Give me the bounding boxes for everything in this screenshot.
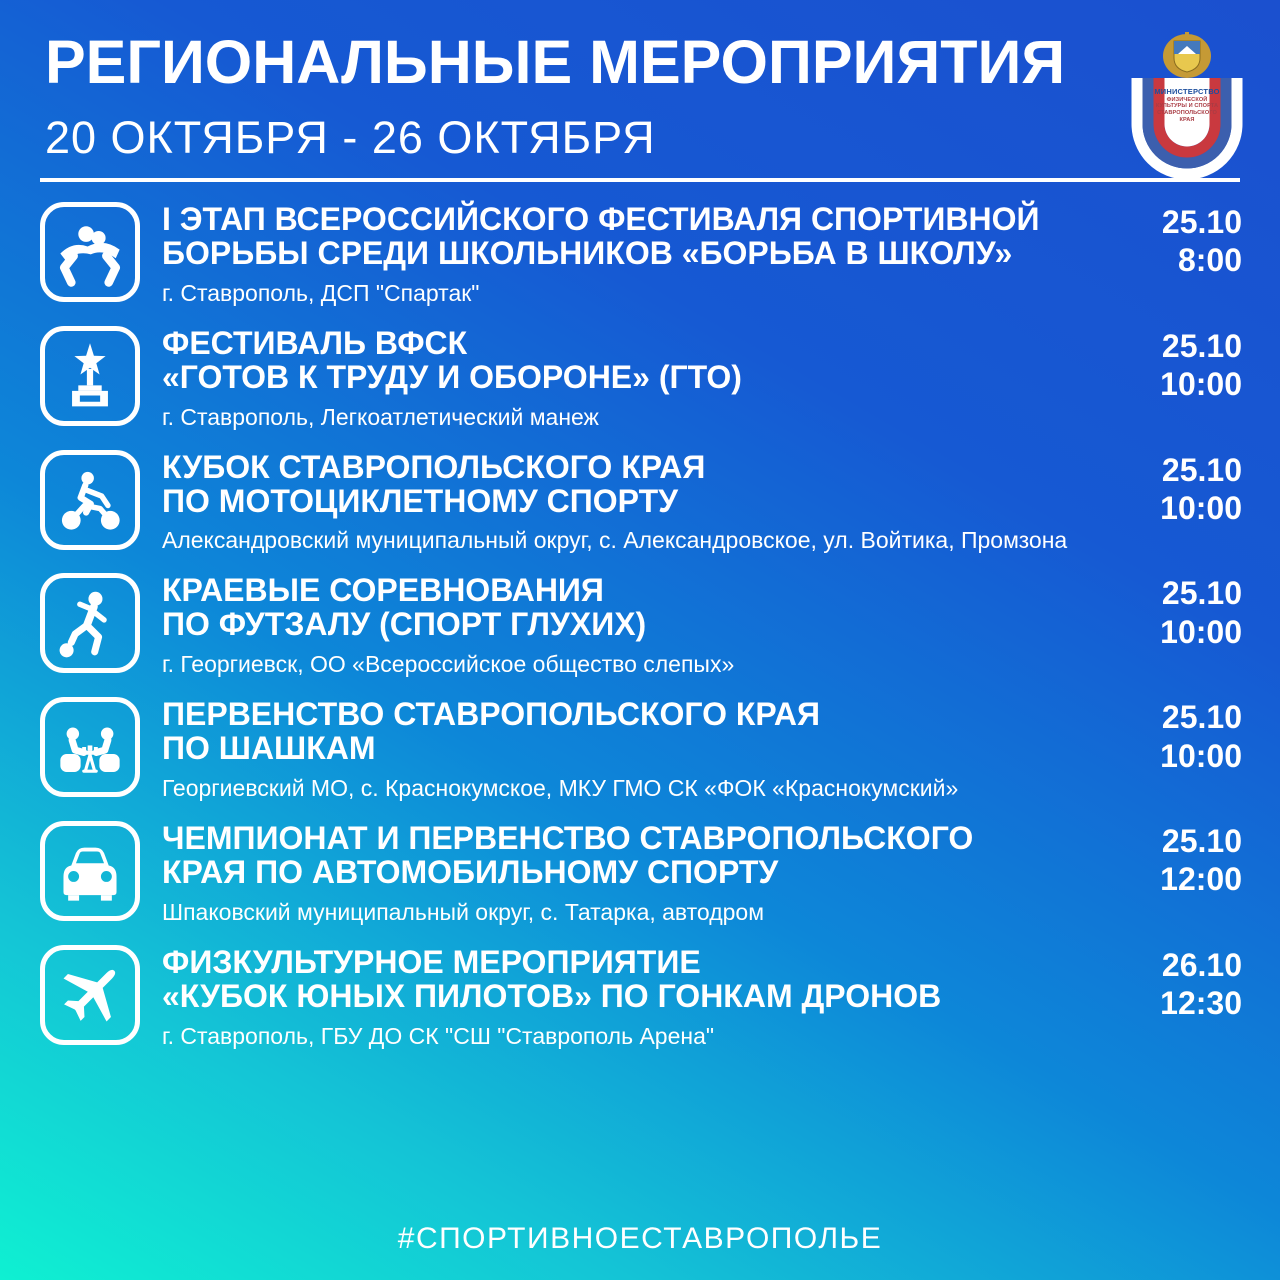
- event-location: г. Ставрополь, ДСП "Спартак": [162, 279, 480, 306]
- event-time: 12:30: [1160, 985, 1242, 1022]
- event-location: Александровский муниципальный округ, с. Александровское, ул. Войтика, Промзона: [162, 527, 1068, 554]
- event-time: 10:00: [1160, 366, 1242, 403]
- events-list: [0, 182, 1280, 1050]
- coat-of-arms-icon: [1163, 32, 1211, 78]
- event-title: КУБОК СТАВРОПОЛЬСКОГО КРАЯ ПО МОТОЦИКЛЕТНОМУ СПОРТУ: [162, 448, 706, 519]
- event-time: 10:00: [1160, 490, 1242, 527]
- motocross-icon: [40, 450, 140, 550]
- event-time: 10:00: [1160, 737, 1242, 774]
- ministry-name-line: СТАВРОПОЛЬСКОГО: [1157, 110, 1217, 117]
- event-location: г. Георгиевск, ОО «Всероссийское общество слепых»: [162, 651, 735, 678]
- hashtag: #СПОРТИВНОЕСТАВРОПОЛЬЕ: [397, 1222, 883, 1255]
- checkers-players-icon: [40, 697, 140, 797]
- event-date: 25.10: [1161, 699, 1242, 736]
- ministry-name-line: КРАЯ: [1179, 116, 1195, 123]
- event-title: КРАЕВЫЕ СОРЕВНОВАНИЯ ПО ФУТЗАЛУ (СПОРТ ГЛУХИХ): [162, 572, 647, 643]
- event-time: 10:00: [1160, 613, 1242, 650]
- wrestling-icon: [40, 202, 140, 302]
- event-title: ЧЕМПИОНАТ И ПЕРВЕНСТВО СТАВРОПОЛЬСКОГО КРАЯ ПО АВТОМОБИЛЬНОМУ СПОРТУ: [162, 820, 974, 890]
- event-row: [40, 202, 1242, 307]
- ministry-name-line: КУЛЬТУРЫ И СПОРТА: [1155, 103, 1219, 110]
- event-title: ПЕРВЕНСТВО СТАВРОПОЛЬСКОГО КРАЯ ПО ШАШКАМ: [162, 696, 821, 767]
- event-date: 25.10: [1161, 451, 1242, 488]
- event-location: Георгиевский МО, с. Краснокумское, МКУ ГМО СК «ФОК «Краснокумский»: [162, 775, 959, 802]
- ministry-name-line: МИНИСТЕРСТВО: [1154, 87, 1220, 96]
- trophy-star-icon: [40, 326, 140, 426]
- event-title: ФЕСТИВАЛЬ ВФСК «ГОТОВ К ТРУДУ И ОБОРОНЕ» (ГТО): [162, 324, 742, 395]
- event-date: 26.10: [1161, 946, 1242, 983]
- header: [0, 0, 1280, 163]
- ministry-name: [1122, 88, 1252, 123]
- event-row: [40, 945, 1242, 1050]
- car-icon: [40, 821, 140, 921]
- event-time: 12:00: [1160, 861, 1242, 898]
- event-row: [40, 821, 1242, 926]
- date-range: 20 ОКТЯБРЯ - 26 ОКТЯБРЯ: [45, 112, 656, 163]
- event-row: [40, 697, 1242, 802]
- event-date: 25.10: [1161, 575, 1242, 612]
- event-row: [40, 573, 1242, 678]
- ministry-logo: [1122, 28, 1252, 198]
- event-location: г. Ставрополь, ГБУ ДО СК "СШ "Ставрополь Арена": [162, 1022, 715, 1049]
- event-title: I ЭТАП ВСЕРОССИЙСКОГО ФЕСТИВАЛЯ СПОРТИВНОЙ БОРЬБЫ СРЕДИ ШКОЛЬНИКОВ «БОРЬБА В ШКОЛУ»: [162, 201, 1040, 271]
- event-location: Шпаковский муниципальный округ, с. Татарка, автодром: [162, 898, 765, 925]
- event-date: 25.10: [1161, 204, 1242, 240]
- event-date: 25.10: [1161, 823, 1242, 860]
- event-row: [40, 450, 1242, 555]
- futsal-player-icon: [40, 573, 140, 673]
- ministry-name-line: ФИЗИЧЕСКОЙ: [1166, 96, 1208, 103]
- airplane-icon: [40, 945, 140, 1045]
- event-location: г. Ставрополь, Легкоатлетический манеж: [162, 403, 599, 430]
- event-row: [40, 326, 1242, 431]
- event-date: 25.10: [1161, 327, 1242, 364]
- event-time: 8:00: [1177, 242, 1242, 279]
- page-title: РЕГИОНАЛЬНЫЕ МЕРОПРИЯТИЯ: [45, 28, 1066, 96]
- event-title: ФИЗКУЛЬТУРНОЕ МЕРОПРИЯТИЕ «КУБОК ЮНЫХ ПИЛОТОВ» ПО ГОНКАМ ДРОНОВ: [162, 943, 942, 1014]
